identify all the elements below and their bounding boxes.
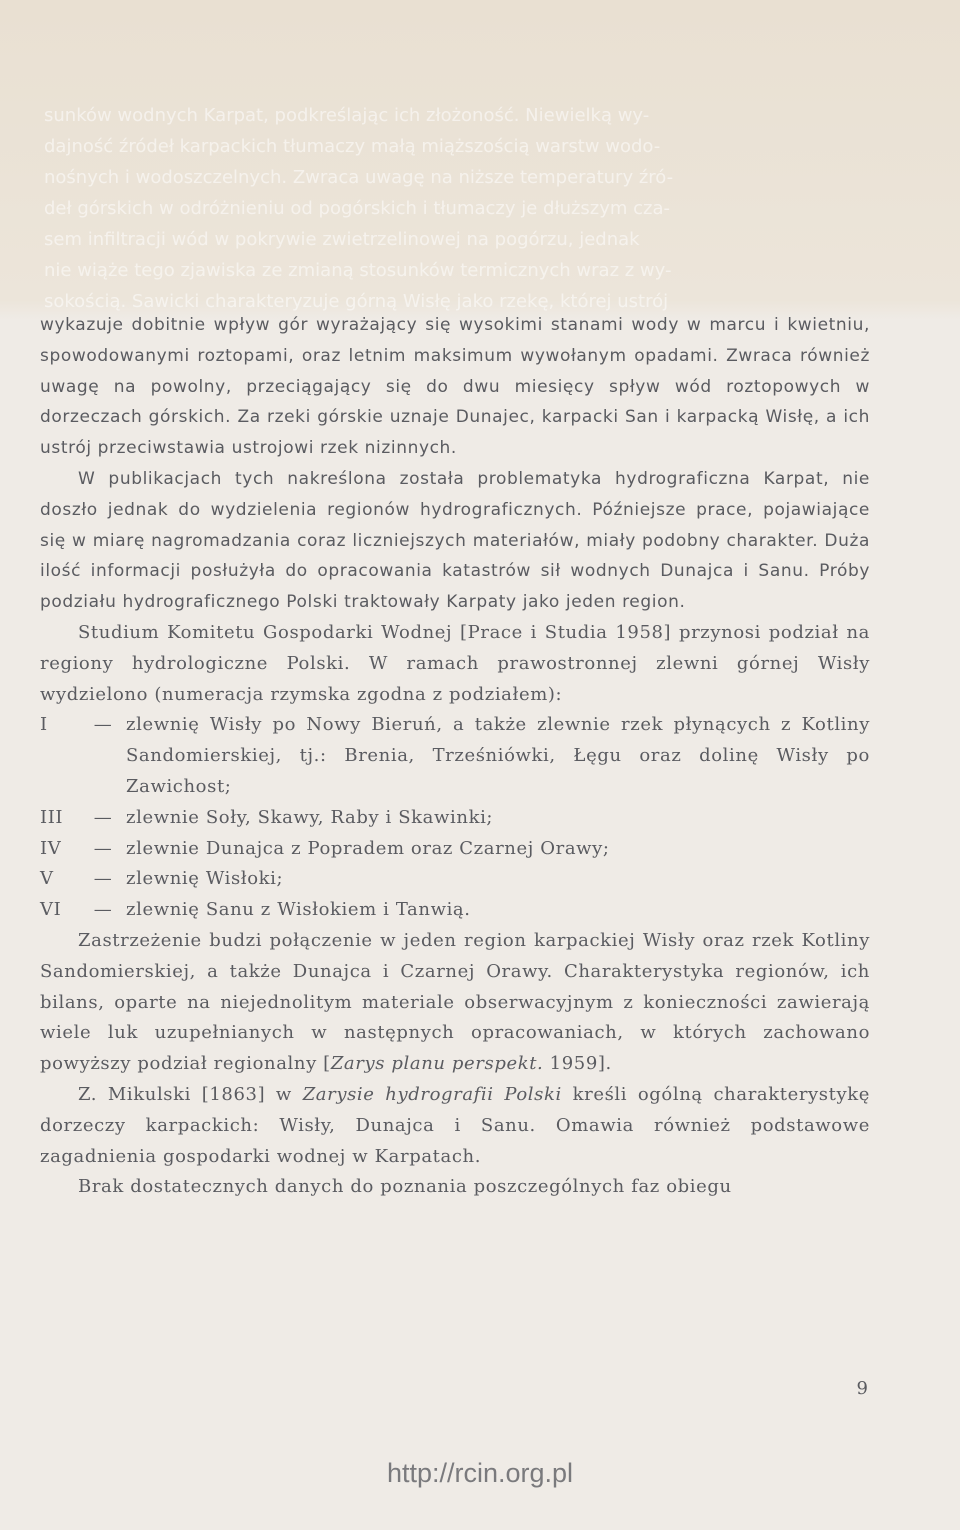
list-item: [40, 803, 870, 834]
list-item: [40, 864, 870, 895]
paragraph-4: [40, 926, 870, 1080]
paragraph-4-text: Zastrzeżenie budzi połączenie w jeden region karpackiej Wisły oraz rzek Kotliny Sandomierskiej, a także Dunajca i Czarnej Orawy. Charakterystyka regionów, ich bilans, oparte na niejednolitym materiale obserwacyjnym z konieczności zawierają wiele luk uzupełnianych w następnych opracowaniach, w których zachowano powyższy podział regionalny [: [40, 929, 870, 1075]
paragraph-6: Brak dostatecznych danych do poznania poszczególnych faz obiegu: [78, 1176, 732, 1198]
paragraph-2: W publikacjach tych nakreślona została problematyka hydrograficzna Karpat, nie doszło jednak do wydzielenia regionów hydrograficznych. Późniejsze prace, pojawiające się w miarę nagromadzania coraz liczniejszych materiałów, miały podobny charakter. Duża ilość informacji posłużyła do opracowania katastrów sił wodnych Dunajca i Sanu. Próby podziału hydrograficznego Polski traktowały Karpaty jako jeden region.: [40, 468, 870, 613]
body-text: [40, 310, 870, 1203]
paragraph-4-end: 1959].: [543, 1053, 612, 1075]
region-dash: —: [93, 868, 113, 890]
faded-text-block: [44, 100, 874, 317]
region-description: zlewnie Soły, Skawy, Raby i Skawinki;: [126, 806, 494, 828]
paragraph-5: [40, 1080, 870, 1172]
paragraph-3: Studium Komitetu Gospodarki Wodnej [Prace i Studia 1958] przynosi podział na regiony hydrologiczne Polski. W ramach prawostronnej zlewni górnej Wisły wydzielono (numeracja rzymska zgodna z podziałem):: [40, 621, 870, 705]
list-item: [40, 834, 870, 865]
list-item: [40, 710, 870, 802]
list-item: [40, 895, 870, 926]
region-dash: —: [93, 837, 113, 859]
paragraph-5-start: Z. Mikulski [1863] w: [78, 1083, 303, 1105]
region-list: [40, 710, 870, 926]
region-number: VI: [40, 899, 62, 921]
citation-italic: Zarys planu perspekt.: [330, 1053, 544, 1075]
region-description: zlewnię Wisły po Nowy Bieruń, a także zlewnie rzek płynących z Kotliny Sandomierskiej, tj.: Brenia, Trześniówki, Łęgu oraz dolinę Wisły po Zawichost;: [126, 714, 870, 797]
page-number: 9: [856, 1378, 868, 1399]
region-description: zlewnię Sanu z Wisłokiem i Tanwią.: [126, 899, 471, 921]
region-dash: —: [93, 899, 113, 921]
faded-line: deł górskich w odróżnieniu od pogórskich i tłumaczy je dłuższym cza-: [44, 198, 671, 219]
region-dash: —: [93, 806, 113, 828]
region-description: zlewnie Dunajca z Popradem oraz Czarnej Orawy;: [126, 837, 610, 859]
paragraph-5-end: kreśli ogólną charakterystykę dorzeczy karpackich: Wisły, Dunajca i Sanu. Omawia również podstawowe zagadnienia gospodarki wodnej w Karpatach.: [40, 1083, 870, 1167]
region-description: zlewnię Wisłoki;: [126, 868, 284, 890]
faded-line: sunków wodnych Karpat, podkreślając ich złożoność. Niewielką wy-: [44, 105, 650, 126]
faded-line: sem infiltracji wód w pokrywie zwietrzelinowej na pogórzu, jednak: [44, 229, 640, 250]
source-watermark: http://rcin.org.pl: [386, 1458, 574, 1488]
faded-line: nośnych i wodoszczelnych. Zwraca uwagę na niższe temperatury źró-: [44, 167, 674, 188]
region-number: I: [40, 714, 48, 736]
paragraph-1: wykazuje dobitnie wpływ gór wyrażający się wysokimi stanami wody w marcu i kwietniu, spowodowanymi roztopami, oraz letnim maksimum wywołanym opadami. Zwraca również uwagę na powolny, przeciągający się do dwu miesięcy spływ wód roztopowych w dorzeczach górskich. Za rzeki górskie uznaje Dunajec, karpacki San i karpacką Wisłę, a ich ustrój przeciwstawia ustrojowi rzek nizinnych.: [40, 315, 870, 459]
faded-line: sokością. Sawicki charakteryzuje górną Wisłę jako rzekę, której ustrój: [44, 291, 669, 312]
region-number: V: [40, 868, 54, 890]
region-dash: —: [93, 714, 113, 736]
region-number: IV: [40, 837, 62, 859]
faded-line: dajność źródeł karpackich tłumaczy małą miąższością warstw wodo-: [44, 136, 661, 157]
faded-line: nie wiąże tego zjawiska ze zmianą stosunków termicznych wraz z wy-: [44, 260, 672, 281]
book-title-italic: Zarysie hydrografii Polski: [302, 1083, 562, 1105]
region-number: III: [40, 806, 64, 828]
